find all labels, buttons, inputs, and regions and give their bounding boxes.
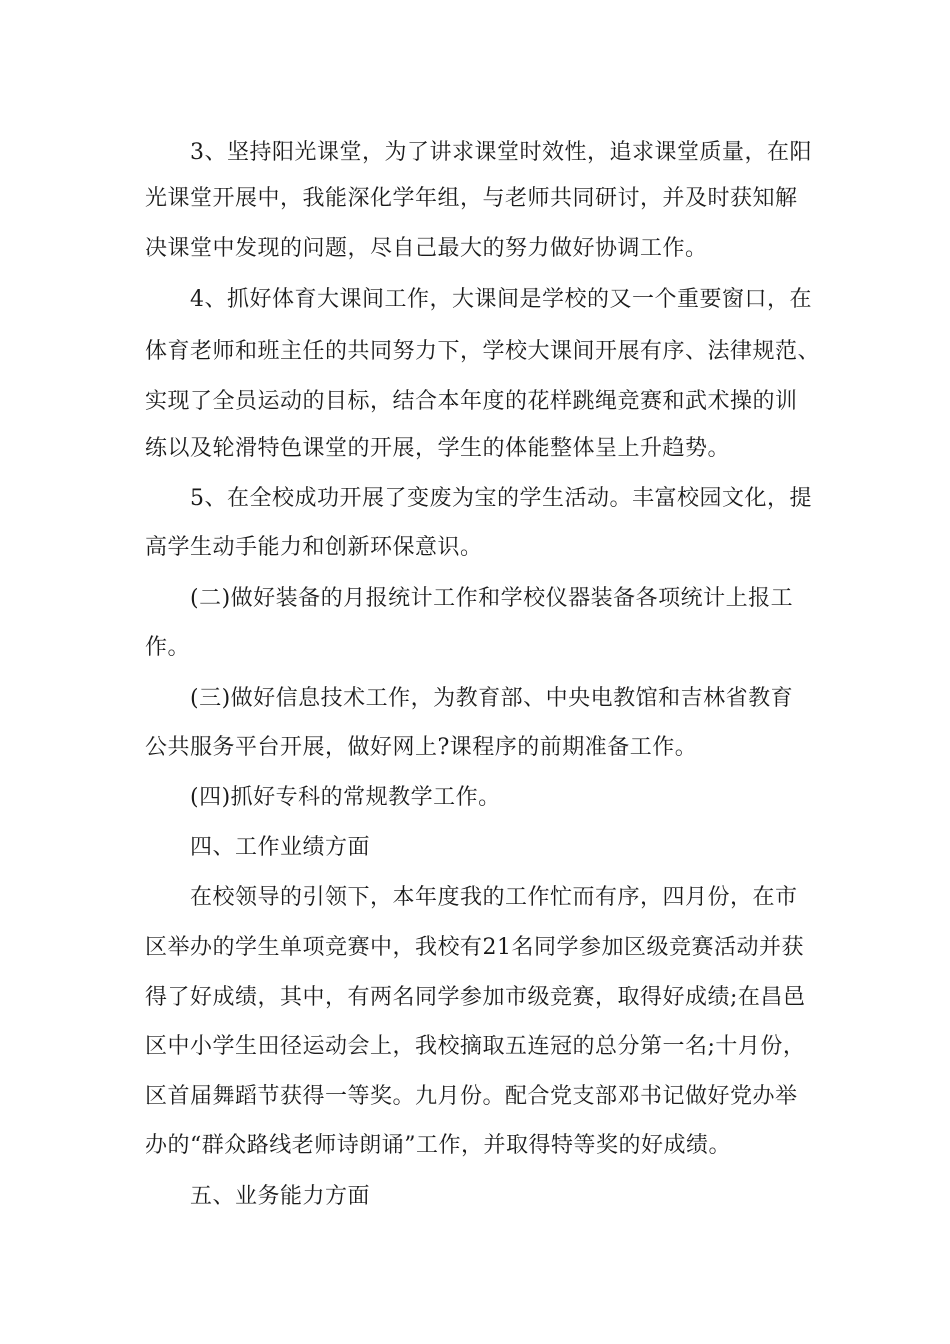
text-line-2: 光课堂开展中，我能深化学年组，与老师共同研讨，并及时获知解 — [145, 186, 798, 211]
text-line-3: 决课堂中发现的问题，尽自己最大的努力做好协调工作。 — [145, 236, 708, 261]
text-line-9: 高学生动手能力和创新环保意识。 — [145, 535, 483, 560]
text-line-6: 实现了全员运动的目标，结合本年度的花样跳绳竞赛和武术操的训 — [145, 389, 798, 414]
text-line-11: 作。 — [145, 635, 191, 660]
text-line-20: 区首届舞蹈节获得一等奖。九月份。配合党支部邓书记做好党办举 — [145, 1084, 798, 1109]
text-line-19: 区中小学生田径运动会上，我校摘取五连冠的总分第一名;十月份， — [145, 1034, 806, 1059]
text-line-14: (四)抓好专科的常规教学工作。 — [190, 785, 501, 810]
text-line-16: 在校领导的引领下，本年度我的工作忙而有序，四月份，在市 — [190, 885, 798, 910]
text-line-21: 办的“群众路线老师诗朗诵”工作，并取得特等奖的好成绩。 — [145, 1133, 731, 1158]
section-heading-5: 五、业务能力方面 — [190, 1184, 371, 1209]
text-line-1: 3、坚持阳光课堂，为了讲求课堂时效性，追求课堂质量，在阳 — [190, 140, 812, 165]
text-line-18: 得了好成绩，其中，有两名同学参加市级竞赛，取得好成绩;在昌邑 — [145, 985, 806, 1010]
text-line-4: 4、抓好体育大课间工作，大课间是学校的又一个重要窗口，在 — [190, 287, 812, 312]
text-line-10: (二)做好装备的月报统计工作和学校仪器装备各项统计上报工 — [190, 586, 794, 611]
text-line-12: (三)做好信息技术工作，为教育部、中央电教馆和吉林省教育 — [190, 686, 794, 711]
text-line-5: 体育老师和班主任的共同努力下，学校大课间开展有序、法律规范、 — [145, 339, 821, 364]
text-line-7: 练以及轮滑特色课堂的开展，学生的体能整体呈上升趋势。 — [145, 436, 731, 461]
text-line-17: 区举办的学生单项竞赛中，我校有21名同学参加区级竞赛活动并获 — [145, 935, 804, 960]
text-line-8: 5、在全校成功开展了变废为宝的学生活动。丰富校园文化，提 — [190, 486, 812, 511]
section-heading-4: 四、工作业绩方面 — [190, 835, 371, 860]
text-line-13: 公共服务平台开展，做好网上?课程序的前期准备工作。 — [145, 735, 698, 760]
